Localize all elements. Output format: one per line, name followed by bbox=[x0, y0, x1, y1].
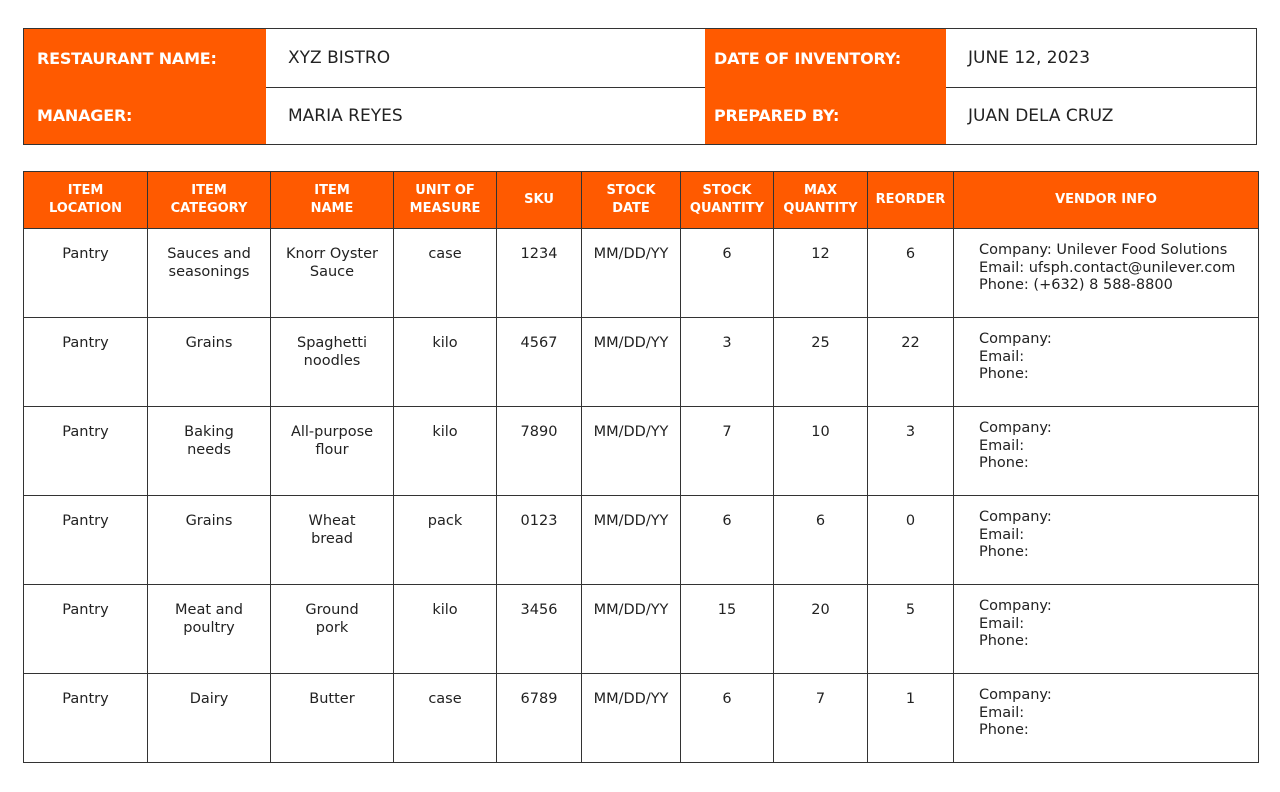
item-name-cell-line: All-purpose bbox=[290, 424, 374, 440]
item-name-cell-line: Wheat bbox=[308, 513, 356, 529]
stock-date-cell: MM/DD/YY bbox=[582, 229, 681, 318]
item-category-cell bbox=[148, 318, 271, 407]
item-location-cell: Pantry bbox=[24, 407, 148, 496]
inventory-table bbox=[23, 171, 1259, 763]
column-header-text: ITEM bbox=[191, 183, 227, 198]
item-name-cell bbox=[271, 318, 394, 407]
item-category-cell-line: Dairy bbox=[189, 691, 229, 707]
unit-of-measure-cell: kilo bbox=[394, 407, 497, 496]
column-header-text: REORDER bbox=[875, 192, 946, 207]
item-name-cell-line: Butter bbox=[309, 691, 355, 707]
vendor-info-line: Company: bbox=[979, 509, 1052, 525]
column-header-text: STOCK bbox=[606, 183, 656, 198]
reorder-cell: 3 bbox=[868, 407, 954, 496]
vendor-info-line: Phone: bbox=[979, 722, 1029, 738]
stock-quantity-cell: 7 bbox=[681, 407, 774, 496]
vendor-info-line: Phone: bbox=[979, 544, 1029, 560]
vendor-info-line: Email: bbox=[979, 348, 1025, 365]
item-location-cell: Pantry bbox=[24, 318, 148, 407]
table-row bbox=[24, 585, 1259, 674]
column-header-text: NAME bbox=[310, 201, 354, 216]
column-header-text: SKU bbox=[524, 192, 554, 207]
column-header-text: QUANTITY bbox=[689, 201, 765, 216]
manager-value: MARIA REYES bbox=[288, 105, 403, 126]
sku-cell: 1234 bbox=[497, 229, 582, 318]
column-header-stock-quantity bbox=[681, 172, 774, 229]
stock-quantity-cell: 3 bbox=[681, 318, 774, 407]
unit-of-measure-cell: case bbox=[394, 229, 497, 318]
item-category-cell bbox=[148, 407, 271, 496]
reorder-cell: 1 bbox=[868, 674, 954, 763]
item-name-cell bbox=[271, 229, 394, 318]
table-body bbox=[24, 229, 1259, 763]
column-header-reorder bbox=[868, 172, 954, 229]
column-header-stock-date bbox=[582, 172, 681, 229]
column-header-text: ITEM bbox=[67, 183, 104, 198]
sku-cell: 6789 bbox=[497, 674, 582, 763]
column-header-text: DATE bbox=[612, 201, 650, 216]
table-row bbox=[24, 674, 1259, 763]
item-category-cell bbox=[148, 229, 271, 318]
reorder-cell: 0 bbox=[868, 496, 954, 585]
item-name-cell-line: noodles bbox=[303, 353, 361, 369]
sku-cell: 3456 bbox=[497, 585, 582, 674]
inventory-info-box bbox=[23, 28, 1257, 145]
info-row-2 bbox=[24, 87, 1256, 144]
column-header-text: QUANTITY bbox=[783, 201, 858, 216]
max-quantity-cell: 20 bbox=[774, 585, 868, 674]
stock-date-cell: MM/DD/YY bbox=[582, 585, 681, 674]
vendor-info-line: Phone: bbox=[979, 633, 1029, 649]
item-name-cell-line: pork bbox=[315, 620, 349, 636]
vendor-info-line: Company: bbox=[979, 687, 1052, 703]
column-header-item-location bbox=[24, 172, 148, 229]
sku-cell: 0123 bbox=[497, 496, 582, 585]
stock-date-cell: MM/DD/YY bbox=[582, 407, 681, 496]
stock-quantity-cell: 6 bbox=[681, 674, 774, 763]
item-location-cell: Pantry bbox=[24, 229, 148, 318]
info-row-1 bbox=[24, 29, 1256, 88]
item-name-cell bbox=[271, 585, 394, 674]
unit-of-measure-cell: kilo bbox=[394, 585, 497, 674]
stock-quantity-cell: 15 bbox=[681, 585, 774, 674]
column-header-item-name bbox=[271, 172, 394, 229]
item-name-cell bbox=[271, 496, 394, 585]
max-quantity-cell: 12 bbox=[774, 229, 868, 318]
sku-cell: 7890 bbox=[497, 407, 582, 496]
stock-date-cell: MM/DD/YY bbox=[582, 496, 681, 585]
vendor-info-line: Phone: bbox=[979, 455, 1029, 471]
reorder-cell: 5 bbox=[868, 585, 954, 674]
date-of-inventory-value: JUNE 12, 2023 bbox=[968, 48, 1091, 68]
vendor-info-line: Email: bbox=[979, 437, 1025, 454]
vendor-info-cell bbox=[954, 407, 1259, 496]
vendor-info-line: Email: bbox=[979, 615, 1025, 632]
vendor-info-line: Company: Unilever Food Solutions bbox=[979, 242, 1228, 258]
vendor-info-line: Email: bbox=[979, 526, 1025, 543]
vendor-info-cell bbox=[954, 318, 1259, 407]
item-name-cell-line: Spaghetti bbox=[296, 335, 367, 351]
stock-date-cell: MM/DD/YY bbox=[582, 318, 681, 407]
table-row bbox=[24, 229, 1259, 318]
unit-of-measure-cell: kilo bbox=[394, 318, 497, 407]
item-category-cell-line: Grains bbox=[185, 335, 233, 351]
vendor-info-cell bbox=[954, 674, 1259, 763]
max-quantity-cell: 25 bbox=[774, 318, 868, 407]
column-header-max-quantity bbox=[774, 172, 868, 229]
column-header-text: ITEM bbox=[314, 183, 350, 198]
column-header-sku bbox=[497, 172, 582, 229]
vendor-info-cell bbox=[954, 496, 1259, 585]
vendor-info-line: Phone: bbox=[979, 366, 1029, 382]
vendor-info-line: Phone: (+632) 8 588-8800 bbox=[979, 277, 1173, 293]
prepared-by-value: JUAN DELA CRUZ bbox=[968, 105, 1114, 126]
vendor-info-cell bbox=[954, 585, 1259, 674]
vendor-info-line: Email: bbox=[979, 704, 1025, 721]
table-row bbox=[24, 407, 1259, 496]
item-name-cell bbox=[271, 407, 394, 496]
max-quantity-cell: 7 bbox=[774, 674, 868, 763]
item-name-cell-line: Ground bbox=[305, 602, 359, 618]
column-header-text: CATEGORY bbox=[170, 201, 248, 216]
item-name-cell-line: bread bbox=[311, 531, 353, 547]
stock-quantity-cell: 6 bbox=[681, 229, 774, 318]
column-header-text: VENDOR INFO bbox=[1055, 192, 1157, 207]
table-row bbox=[24, 496, 1259, 585]
item-category-cell-line: needs bbox=[187, 442, 231, 458]
unit-of-measure-cell: pack bbox=[394, 496, 497, 585]
column-header-text: STOCK bbox=[702, 183, 752, 198]
column-header-vendor-info bbox=[954, 172, 1259, 229]
table-header-row bbox=[24, 172, 1259, 229]
max-quantity-cell: 6 bbox=[774, 496, 868, 585]
restaurant-name-label: RESTAURANT NAME: bbox=[24, 29, 266, 87]
vendor-info-line: Email: ufsph.contact@unilever.com bbox=[979, 259, 1236, 276]
vendor-info-cell bbox=[954, 229, 1259, 318]
manager-label: MANAGER: bbox=[24, 87, 266, 144]
stock-quantity-cell: 6 bbox=[681, 496, 774, 585]
item-location-cell: Pantry bbox=[24, 585, 148, 674]
item-location-cell: Pantry bbox=[24, 674, 148, 763]
vendor-info-line: Company: bbox=[979, 598, 1052, 614]
table-row bbox=[24, 318, 1259, 407]
item-category-cell-line: Grains bbox=[185, 513, 233, 529]
item-location-cell: Pantry bbox=[24, 496, 148, 585]
item-category-cell-line: Meat and bbox=[175, 602, 243, 618]
item-name-cell-line: Knorr Oyster bbox=[286, 246, 378, 262]
reorder-cell: 22 bbox=[868, 318, 954, 407]
item-category-cell bbox=[148, 585, 271, 674]
date-of-inventory-label: DATE OF INVENTORY: bbox=[705, 29, 946, 87]
column-header-unit-of-measure bbox=[394, 172, 497, 229]
column-header-text: MEASURE bbox=[409, 201, 481, 216]
column-header-item-category bbox=[148, 172, 271, 229]
item-category-cell bbox=[148, 496, 271, 585]
item-category-cell-line: Baking bbox=[184, 424, 234, 440]
stock-date-cell: MM/DD/YY bbox=[582, 674, 681, 763]
item-name-cell-line: Sauce bbox=[309, 264, 355, 280]
item-name-cell-line: flour bbox=[315, 442, 349, 458]
column-header-text: MAX bbox=[803, 183, 838, 198]
unit-of-measure-cell: case bbox=[394, 674, 497, 763]
item-category-cell bbox=[148, 674, 271, 763]
column-header-text: UNIT OF bbox=[415, 183, 475, 198]
reorder-cell: 6 bbox=[868, 229, 954, 318]
item-name-cell bbox=[271, 674, 394, 763]
max-quantity-cell: 10 bbox=[774, 407, 868, 496]
sku-cell: 4567 bbox=[497, 318, 582, 407]
prepared-by-label: PREPARED BY: bbox=[705, 87, 946, 144]
column-header-text: LOCATION bbox=[48, 201, 123, 216]
item-category-cell-line: poultry bbox=[183, 620, 235, 636]
restaurant-name-value: XYZ BISTRO bbox=[288, 48, 391, 68]
vendor-info-line: Company: bbox=[979, 331, 1052, 347]
item-category-cell-line: Sauces and bbox=[167, 246, 251, 262]
vendor-info-line: Company: bbox=[979, 420, 1052, 436]
item-category-cell-line: seasonings bbox=[168, 264, 250, 280]
